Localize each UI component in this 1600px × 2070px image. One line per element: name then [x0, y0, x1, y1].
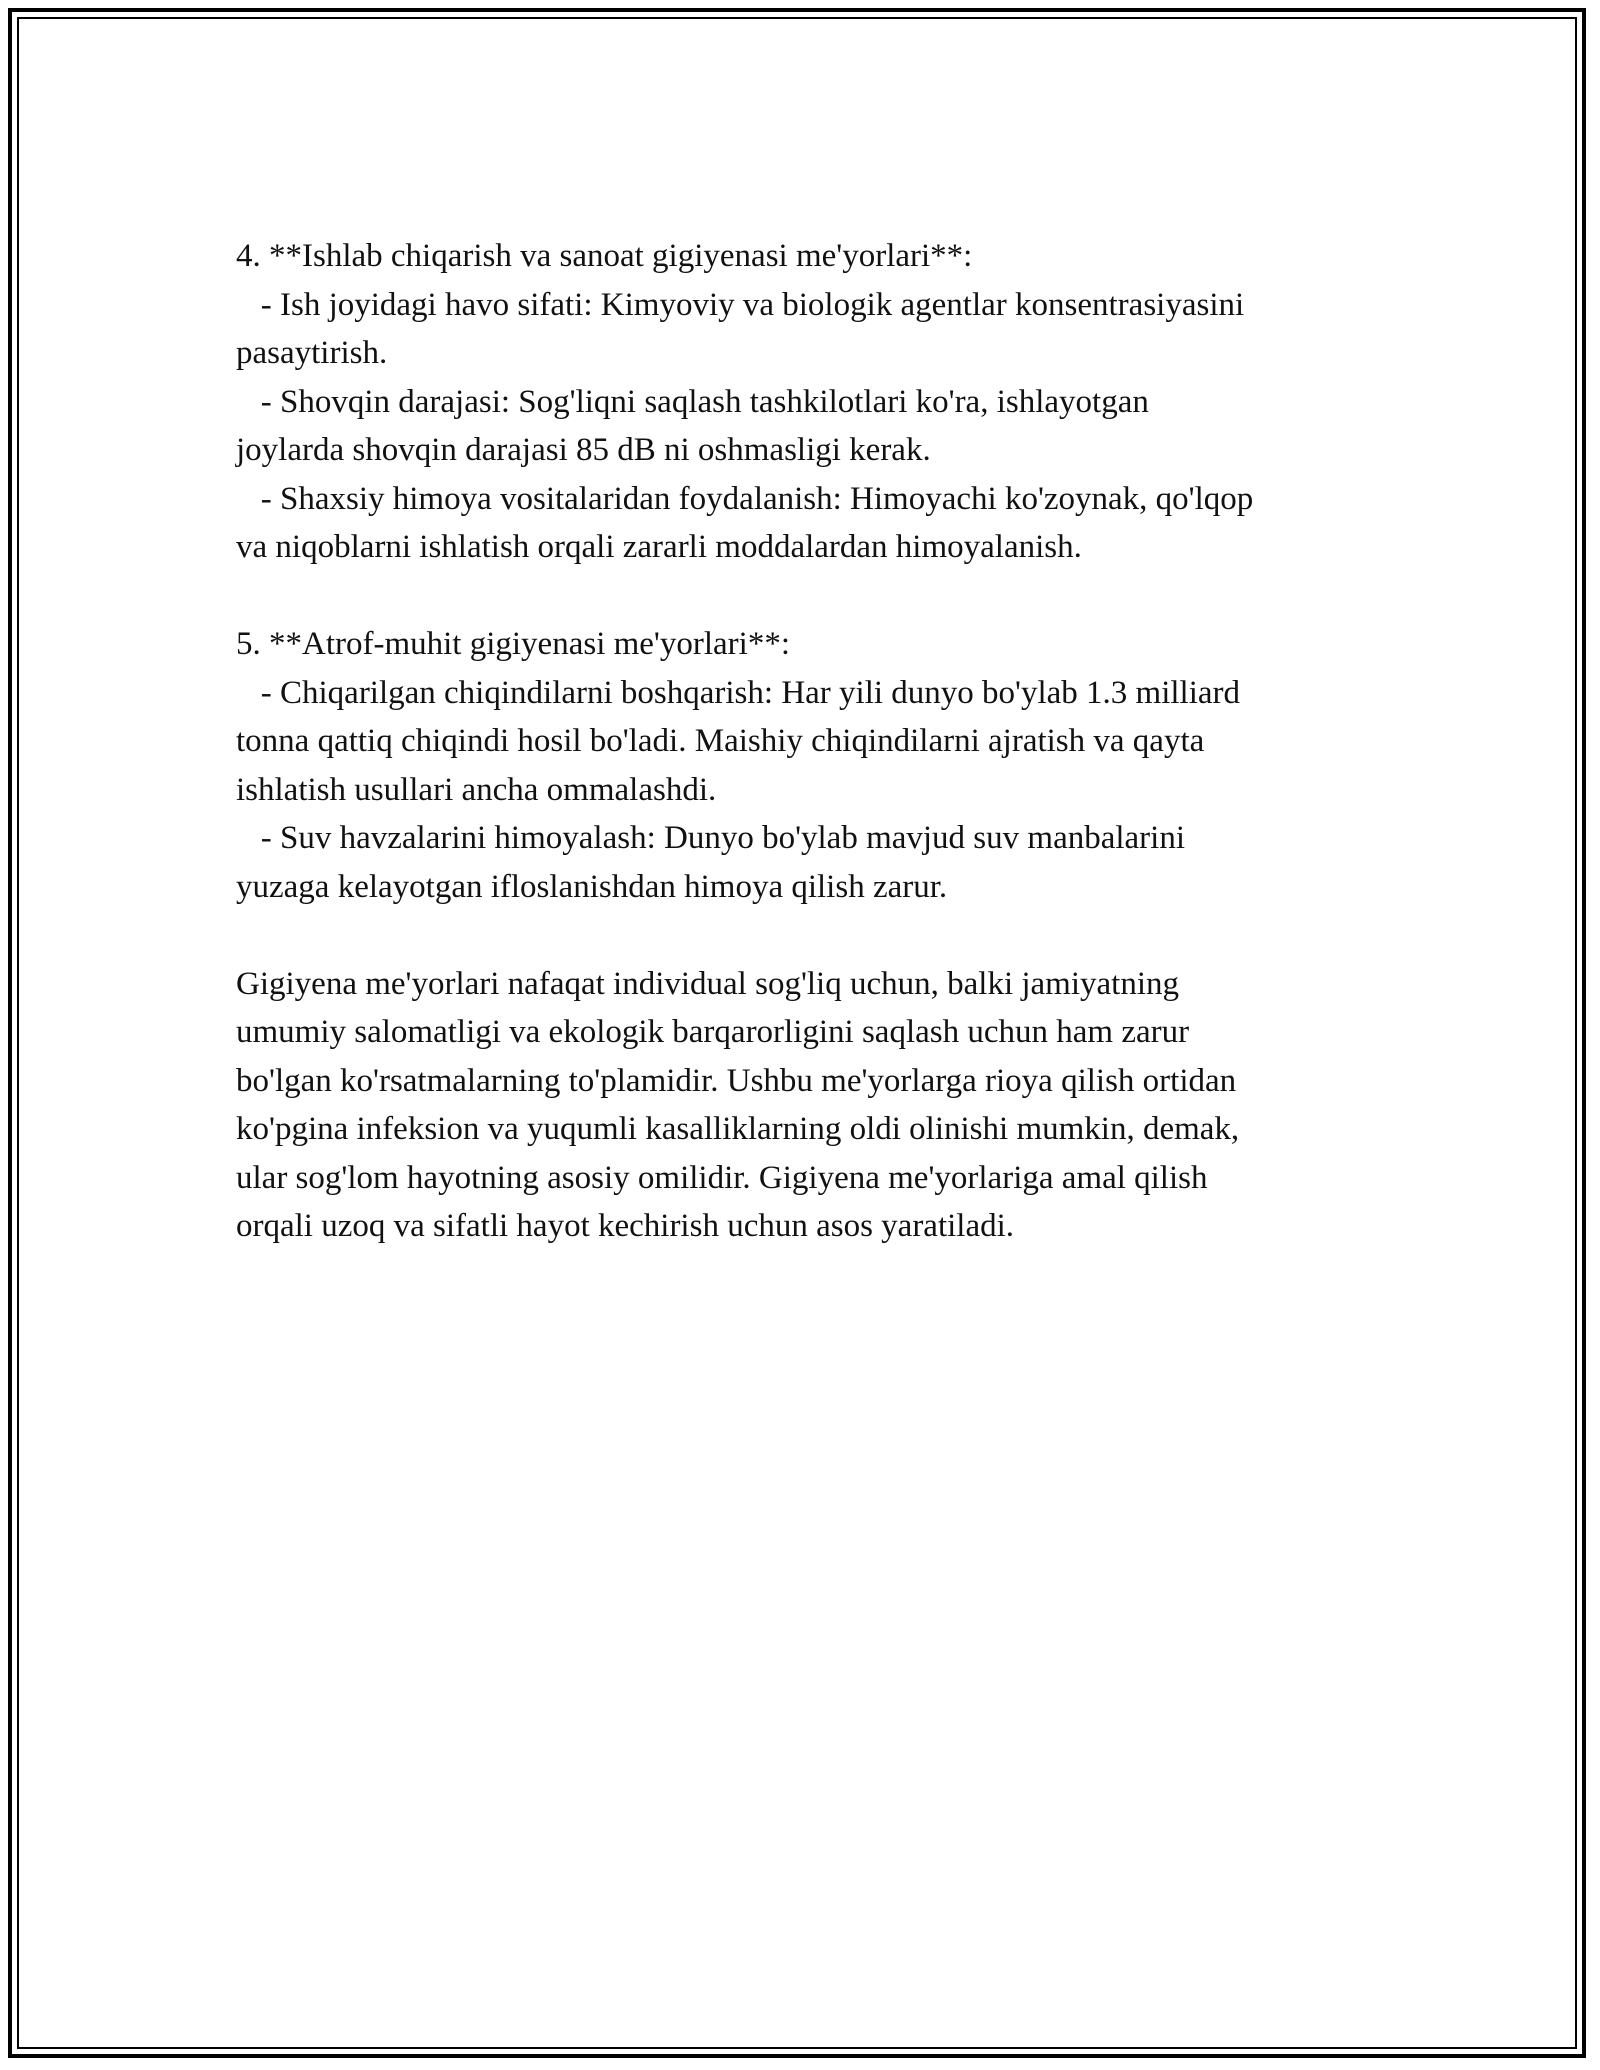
section-4-item-3-line-2: va niqoblarni ishlatish orqali zararli moddalardan himoyalanish. — [236, 529, 1082, 565]
section-4-item-2-line-1: - Shovqin darajasi: Sog'liqni saqlash tashkilotlari ko'ra, ishlayotgan — [236, 383, 1149, 420]
section-4-heading: 4. **Ishlab chiqarish va sanoat gigiyenasi me'yorlari**: — [236, 238, 973, 274]
paragraph-gap — [236, 911, 1386, 960]
conclusion-line-4: ko'pgina infeksion va yuqumli kasalliklarning oldi olinishi mumkin, demak, — [236, 1111, 1240, 1147]
section-5-item-1-line-2: tonna qattiq chiqindi hosil bo'ladi. Maishiy chiqindilarni ajratish va qayta — [236, 723, 1205, 759]
conclusion-line-1: Gigiyena me'yorlari nafaqat individual sog'liq uchun, balki jamiyatning — [236, 965, 1179, 1002]
conclusion-line-2: umumiy salomatligi va ekologik barqarorligini saqlash uchun ham zarur — [236, 1014, 1190, 1050]
section-4 — [236, 232, 1386, 572]
conclusion-line-5: ular sog'lom hayotning asosiy omilidir. Gigiyena me'yorlariga amal qilish — [236, 1159, 1208, 1196]
conclusion-paragraph — [236, 960, 1386, 1251]
section-4-item-2-line-2: joylarda shovqin darajasi 85 dB ni oshmasligi kerak. — [236, 432, 931, 468]
section-5-heading: 5. **Atrof-muhit gigiyenasi me'yorlari**: — [236, 626, 791, 662]
paragraph-gap — [236, 572, 1386, 621]
conclusion-line-3: bo'lgan ko'rsatmalarning to'plamidir. Ushbu me'yorlarga rioya qilish ortidan — [236, 1062, 1237, 1099]
section-4-item-1-line-2: pasaytirish. — [236, 335, 388, 371]
section-5-item-2-line-2: yuzaga kelayotgan ifloslanishdan himoya qilish zarur. — [236, 868, 948, 905]
conclusion-line-6: orqali uzoq va sifatli hayot kechirish uchun asos yaratiladi. — [236, 1208, 1015, 1244]
section-5-item-2-line-1: - Suv havzalarini himoyalash: Dunyo bo'ylab mavjud suv manbalarini — [236, 820, 1186, 856]
document-body — [236, 232, 1386, 1251]
section-5-item-1-line-1: - Chiqarilgan chiqindilarni boshqarish: Har yili dunyo bo'ylab 1.3 milliard — [236, 674, 1241, 711]
section-5-item-1-line-3: ishlatish usullari ancha ommalashdi. — [236, 771, 717, 808]
section-4-item-1-line-1: - Ish joyidagi havo sifati: Kimyoviy va biologik agentlar konsentrasiyasini — [236, 286, 1245, 323]
section-5 — [236, 620, 1386, 911]
section-4-item-3-line-1: - Shaxsiy himoya vositalaridan foydalanish: Himoyachi ko'zoynak, qo'lqop — [236, 480, 1254, 517]
